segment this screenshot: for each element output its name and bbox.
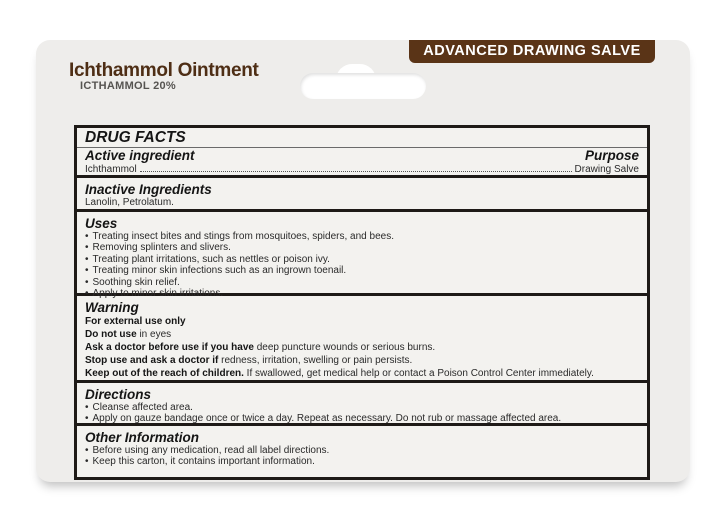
warning-label: Stop use and ask a doctor if (85, 355, 219, 366)
purpose-heading: Purpose (584, 148, 639, 163)
active-ingredient-purpose: Drawing Salve (574, 164, 639, 175)
warning-label: Ask a doctor before use if you have (85, 342, 254, 353)
warning-label: For external use only (85, 316, 186, 327)
warning-label: Keep out of the reach of children. (85, 368, 244, 379)
directions-item: • Cleanse affected area. (85, 402, 639, 413)
active-ingredient-section (77, 148, 647, 178)
product-strength: ICTHAMMOL 20% (80, 80, 176, 92)
uses-heading: Uses (85, 216, 118, 231)
directions-heading: Directions (85, 387, 152, 402)
uses-item: • Apply to minor skin irritations. (85, 288, 639, 299)
drug-facts-title: DRUG FACTS (85, 129, 186, 146)
warning-label: Do not use (85, 329, 137, 340)
uses-item: • Removing splinters and slivers. (85, 242, 639, 253)
uses-item: • Treating minor skin infections such as an ingrown toenail. (85, 265, 639, 276)
directions-section (77, 383, 647, 426)
other-information-item: • Keep this carton, it contains important information. (85, 456, 639, 467)
other-information-heading: Other Information (85, 430, 199, 445)
directions-item: • Apply on gauze bandage once or twice a day. Repeat as necessary. Do not rub or massage affected area. (85, 413, 639, 424)
product-banner: ADVANCED DRAWING SALVE (409, 40, 655, 63)
drug-facts-panel (74, 125, 650, 480)
uses-section (77, 212, 647, 300)
other-information-item: • Before using any medication, read all label directions. (85, 445, 639, 456)
uses-item: • Treating insect bites and stings from mosquitoes, spiders, and bees. (85, 231, 639, 242)
warning-text: in eyes (136, 329, 172, 340)
warning-section (77, 296, 647, 383)
uses-item: • Treating plant irritations, such as nettles or poison ivy. (85, 254, 639, 265)
inactive-text: Lanolin, Petrolatum. (85, 197, 174, 208)
hang-hole (300, 73, 426, 99)
active-ingredient-name: Ichthammol (85, 164, 137, 175)
warning-heading: Warning (85, 300, 139, 315)
leader-dots (140, 163, 572, 172)
inactive-heading: Inactive Ingredients (85, 182, 212, 197)
other-information-section (77, 426, 647, 468)
warning-text: If swallowed, get medical help or contact a Poison Control Center immediately. (243, 368, 594, 379)
uses-item: • Soothing skin relief. (85, 277, 639, 288)
inactive-ingredients-section (77, 178, 647, 212)
product-name: Ichthammol Ointment (69, 60, 259, 81)
active-ingredient-heading: Active ingredient (85, 148, 195, 163)
drug-facts-title-section (77, 128, 647, 148)
warning-text: redness, irritation, swelling or pain persists. (218, 355, 413, 366)
warning-text: deep puncture wounds or serious burns. (253, 342, 436, 353)
